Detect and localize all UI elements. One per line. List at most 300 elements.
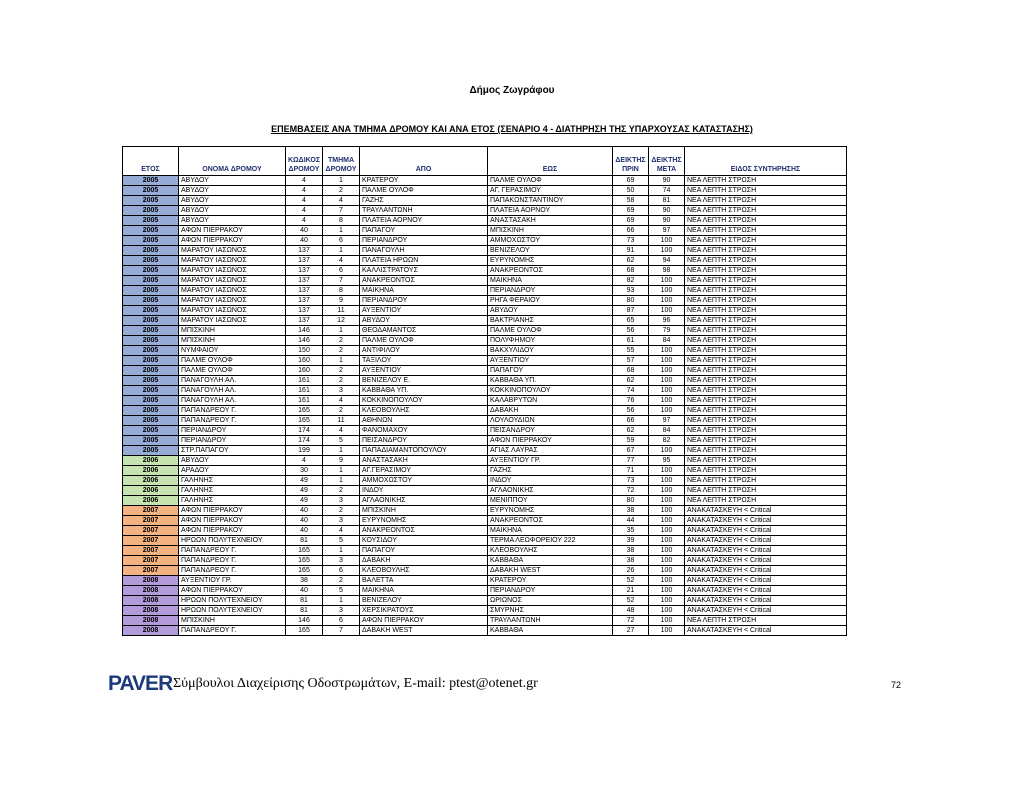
- street-name-cell: ΓΑΛΗΝΗΣ: [179, 496, 286, 506]
- table-row: [123, 386, 847, 396]
- from-cell: ΒΑΛΕΤΤΑ: [360, 576, 488, 586]
- table-row: [123, 406, 847, 416]
- street-section-cell: 1: [323, 466, 360, 476]
- street-section-cell: 6: [323, 266, 360, 276]
- street-name-cell: ΓΑΛΗΝΗΣ: [179, 486, 286, 496]
- street-section-cell: 3: [323, 556, 360, 566]
- index-after-cell: 100: [649, 286, 685, 296]
- index-before-cell: 56: [613, 406, 649, 416]
- year-cell: 2005: [123, 196, 179, 206]
- table-row: [123, 176, 847, 186]
- col-header-to: ΕΩΣ: [488, 147, 613, 176]
- index-before-cell: 73: [613, 236, 649, 246]
- street-section-cell: 4: [323, 426, 360, 436]
- street-name-cell: ΑΦΩΝ ΠΙΕΡΡΑΚΟΥ: [179, 506, 286, 516]
- from-cell: ΑΥΞΕΝΤΙΟΥ: [360, 306, 488, 316]
- street-name-cell: ΑΦΩΝ ΠΙΕΡΡΑΚΟΥ: [179, 586, 286, 596]
- street-name-cell: ΠΑΠΑΝΔΡΕΟΥ Γ.: [179, 556, 286, 566]
- index-before-cell: 74: [613, 386, 649, 396]
- to-cell: ΔΑΒΑΚΗ: [488, 406, 613, 416]
- index-before-cell: 77: [613, 456, 649, 466]
- table-row: [123, 286, 847, 296]
- street-section-cell: 2: [323, 576, 360, 586]
- to-cell: ΩΡΙΩΝΟΣ: [488, 596, 613, 606]
- maintenance-type-cell: ΝΕΑ ΛΕΠΤΗ ΣΤΡΩΣΗ: [685, 196, 847, 206]
- from-cell: ΠΕΙΣΑΝΔΡΟΥ: [360, 436, 488, 446]
- index-before-cell: 87: [613, 306, 649, 316]
- index-before-cell: 76: [613, 396, 649, 406]
- from-cell: ΚΛΕΟΒΟΥΛΗΣ: [360, 406, 488, 416]
- index-after-cell: 100: [649, 496, 685, 506]
- table-row: [123, 266, 847, 276]
- street-code-cell: 4: [286, 456, 323, 466]
- street-section-cell: 1: [323, 546, 360, 556]
- street-section-cell: 1: [323, 326, 360, 336]
- year-cell: 2005: [123, 216, 179, 226]
- year-cell: 2005: [123, 346, 179, 356]
- street-section-cell: 2: [323, 186, 360, 196]
- index-after-cell: 97: [649, 226, 685, 236]
- index-after-cell: 100: [649, 576, 685, 586]
- maintenance-type-cell: ΝΕΑ ΛΕΠΤΗ ΣΤΡΩΣΗ: [685, 476, 847, 486]
- to-cell: ΑΜΜΟΧΩΣΤΟΥ: [488, 236, 613, 246]
- table-row: [123, 456, 847, 466]
- index-after-cell: 90: [649, 176, 685, 186]
- to-cell: ΑΥΞΕΝΤΙΟΥ: [488, 356, 613, 366]
- street-name-cell: ΗΡΩΩΝ ΠΟΛΥΤΕΧΝΕΙΟΥ: [179, 596, 286, 606]
- street-code-cell: 150: [286, 346, 323, 356]
- street-code-cell: 81: [286, 536, 323, 546]
- table-row: [123, 226, 847, 236]
- street-section-cell: 1: [323, 246, 360, 256]
- from-cell: ΧΕΡΣΙΚΡΑΤΟΥΣ: [360, 606, 488, 616]
- index-after-cell: 100: [649, 306, 685, 316]
- from-cell: ΑΓΛΑΟΝΙΚΗΣ: [360, 496, 488, 506]
- street-name-cell: ΜΑΡΑΤΟΥ ΙΑΣΩΝΟΣ: [179, 266, 286, 276]
- index-after-cell: 100: [649, 556, 685, 566]
- maintenance-type-cell: ΝΕΑ ΛΕΠΤΗ ΣΤΡΩΣΗ: [685, 276, 847, 286]
- year-cell: 2005: [123, 206, 179, 216]
- from-cell: ΒΕΝΙΖΕΛΟΥ: [360, 596, 488, 606]
- street-name-cell: ΜΠΙΣΚΙΝΗ: [179, 326, 286, 336]
- from-cell: ΜΠΙΣΚΙΝΗ: [360, 506, 488, 516]
- index-after-cell: 100: [649, 396, 685, 406]
- index-after-cell: 81: [649, 196, 685, 206]
- index-before-cell: 62: [613, 426, 649, 436]
- street-name-cell: ΑΒΥΔΟΥ: [179, 206, 286, 216]
- street-section-cell: 6: [323, 236, 360, 246]
- index-after-cell: 100: [649, 566, 685, 576]
- table-row: [123, 556, 847, 566]
- index-before-cell: 50: [613, 186, 649, 196]
- street-section-cell: 7: [323, 626, 360, 636]
- street-section-cell: 5: [323, 586, 360, 596]
- index-after-cell: 100: [649, 296, 685, 306]
- col-header-street-code: ΚΩΔΙΚΟΣ ΔΡΟΜΟΥ: [286, 147, 323, 176]
- index-before-cell: 35: [613, 526, 649, 536]
- street-code-cell: 137: [286, 306, 323, 316]
- col-header-street-section: ΤΜΗΜΑ ΔΡΟΜΟΥ: [323, 147, 360, 176]
- index-before-cell: 38: [613, 506, 649, 516]
- from-cell: ΕΥΡΥΝΟΜΗΣ: [360, 516, 488, 526]
- index-after-cell: 82: [649, 436, 685, 446]
- index-after-cell: 100: [649, 356, 685, 366]
- maintenance-type-cell: ΑΝΑΚΑΤΑΣΚΕΥΗ < Critical: [685, 596, 847, 606]
- year-cell: 2005: [123, 406, 179, 416]
- street-code-cell: 30: [286, 466, 323, 476]
- maintenance-type-cell: ΝΕΑ ΛΕΠΤΗ ΣΤΡΩΣΗ: [685, 356, 847, 366]
- to-cell: ΠΑΠΑΓΟΥ: [488, 366, 613, 376]
- street-section-cell: 1: [323, 176, 360, 186]
- to-cell: ΑΥΞΕΝΤΙΟΥ ΓΡ.: [488, 456, 613, 466]
- maintenance-type-cell: ΝΕΑ ΛΕΠΤΗ ΣΤΡΩΣΗ: [685, 306, 847, 316]
- to-cell: ΠΑΛΜΕ ΟΥΛΟΦ: [488, 326, 613, 336]
- street-name-cell: ΠΑΛΜΕ ΟΥΛΟΦ: [179, 356, 286, 366]
- index-before-cell: 91: [613, 246, 649, 256]
- street-name-cell: ΑΒΥΔΟΥ: [179, 176, 286, 186]
- index-before-cell: 72: [613, 616, 649, 626]
- maintenance-type-cell: ΝΕΑ ΛΕΠΤΗ ΣΤΡΩΣΗ: [685, 366, 847, 376]
- table-row: [123, 346, 847, 356]
- table-row: [123, 616, 847, 626]
- index-after-cell: 100: [649, 536, 685, 546]
- street-name-cell: ΜΑΡΑΤΟΥ ΙΑΣΩΝΟΣ: [179, 246, 286, 256]
- street-code-cell: 174: [286, 436, 323, 446]
- from-cell: ΑΒΥΔΟΥ: [360, 316, 488, 326]
- year-cell: 2005: [123, 396, 179, 406]
- to-cell: ΒΑΚΤΡΙΑΝΗΣ: [488, 316, 613, 326]
- to-cell: ΚΑΒΒΑΘΑ: [488, 626, 613, 636]
- index-before-cell: 61: [613, 336, 649, 346]
- street-name-cell: ΜΑΡΑΤΟΥ ΙΑΣΩΝΟΣ: [179, 306, 286, 316]
- maintenance-type-cell: ΑΝΑΚΑΤΑΣΚΕΥΗ < Critical: [685, 546, 847, 556]
- street-section-cell: 4: [323, 396, 360, 406]
- paver-logo: PAVER: [108, 672, 173, 695]
- year-cell: 2005: [123, 316, 179, 326]
- street-code-cell: 81: [286, 596, 323, 606]
- street-name-cell: ΗΡΩΩΝ ΠΟΛΥΤΕΧΝΕΙΟΥ: [179, 536, 286, 546]
- to-cell: ΑΝΑΚΡΕΟΝΤΟΣ: [488, 266, 613, 276]
- index-before-cell: 57: [613, 356, 649, 366]
- street-section-cell: 1: [323, 356, 360, 366]
- from-cell: ΑΜΜΟΧΩΣΤΟΥ: [360, 476, 488, 486]
- street-section-cell: 11: [323, 416, 360, 426]
- street-code-cell: 165: [286, 546, 323, 556]
- index-before-cell: 69: [613, 176, 649, 186]
- maintenance-type-cell: ΝΕΑ ΛΕΠΤΗ ΣΤΡΩΣΗ: [685, 416, 847, 426]
- maintenance-type-cell: ΑΝΑΚΑΤΑΣΚΕΥΗ < Critical: [685, 536, 847, 546]
- street-name-cell: ΑΡΑΔΟΥ: [179, 466, 286, 476]
- maintenance-type-cell: ΑΝΑΚΑΤΑΣΚΕΥΗ < Critical: [685, 516, 847, 526]
- year-cell: 2008: [123, 576, 179, 586]
- to-cell: ΑΝΑΣΤΑΣΑΚΗ: [488, 216, 613, 226]
- maintenance-type-cell: ΝΕΑ ΛΕΠΤΗ ΣΤΡΩΣΗ: [685, 176, 847, 186]
- street-section-cell: 3: [323, 606, 360, 616]
- maintenance-type-cell: ΝΕΑ ΛΕΠΤΗ ΣΤΡΩΣΗ: [685, 446, 847, 456]
- maintenance-type-cell: ΝΕΑ ΛΕΠΤΗ ΣΤΡΩΣΗ: [685, 266, 847, 276]
- maintenance-type-cell: ΝΕΑ ΛΕΠΤΗ ΣΤΡΩΣΗ: [685, 616, 847, 626]
- street-code-cell: 165: [286, 626, 323, 636]
- table-row: [123, 576, 847, 586]
- page-number: 72: [891, 680, 902, 690]
- street-code-cell: 199: [286, 446, 323, 456]
- from-cell: ΚΛΕΟΒΟΥΛΗΣ: [360, 566, 488, 576]
- year-cell: 2005: [123, 256, 179, 266]
- index-before-cell: 65: [613, 316, 649, 326]
- street-code-cell: 146: [286, 326, 323, 336]
- to-cell: ΒΑΚΧΥΛΙΔΟΥ: [488, 346, 613, 356]
- from-cell: ΠΑΝΑΓΟΥΛΗ: [360, 246, 488, 256]
- street-section-cell: 7: [323, 206, 360, 216]
- street-section-cell: 4: [323, 196, 360, 206]
- maintenance-type-cell: ΝΕΑ ΛΕΠΤΗ ΣΤΡΩΣΗ: [685, 456, 847, 466]
- index-before-cell: 39: [613, 536, 649, 546]
- street-section-cell: 2: [323, 366, 360, 376]
- table-row: [123, 416, 847, 426]
- table-row: [123, 186, 847, 196]
- street-section-cell: 3: [323, 516, 360, 526]
- year-cell: 2005: [123, 376, 179, 386]
- year-cell: 2005: [123, 266, 179, 276]
- index-before-cell: 82: [613, 276, 649, 286]
- to-cell: ΛΟΥΛΟΥΔΙΩΝ: [488, 416, 613, 426]
- maintenance-type-cell: ΝΕΑ ΛΕΠΤΗ ΣΤΡΩΣΗ: [685, 376, 847, 386]
- from-cell: ΠΑΛΜΕ ΟΥΛΟΦ: [360, 336, 488, 346]
- index-before-cell: 44: [613, 516, 649, 526]
- street-code-cell: 160: [286, 356, 323, 366]
- year-cell: 2005: [123, 276, 179, 286]
- table-row: [123, 606, 847, 616]
- from-cell: ΚΟΥΣΙΔΟΥ: [360, 536, 488, 546]
- maintenance-type-cell: ΑΝΑΚΑΤΑΣΚΕΥΗ < Critical: [685, 576, 847, 586]
- index-before-cell: 62: [613, 376, 649, 386]
- from-cell: ΑΘΗΝΩΝ: [360, 416, 488, 426]
- to-cell: ΠΛΑΤΕΙΑ ΑΟΡΝΟΥ: [488, 206, 613, 216]
- index-before-cell: 80: [613, 296, 649, 306]
- street-name-cell: ΗΡΩΩΝ ΠΟΛΥΤΕΧΝΕΙΟΥ: [179, 606, 286, 616]
- index-before-cell: 66: [613, 226, 649, 236]
- table-row: [123, 366, 847, 376]
- street-code-cell: 49: [286, 496, 323, 506]
- street-section-cell: 4: [323, 256, 360, 266]
- table-row: [123, 396, 847, 406]
- table-row: [123, 276, 847, 286]
- index-before-cell: 71: [613, 466, 649, 476]
- footer-contact-text: Σύμβουλοι Διαχείρισης Οδοστρωμάτων, E-mail: ptest@otenet.gr: [173, 676, 538, 691]
- interventions-table: [122, 146, 847, 636]
- street-name-cell: ΑΒΥΔΟΥ: [179, 196, 286, 206]
- to-cell: ΜΑΙΚΗΝΑ: [488, 526, 613, 536]
- index-after-cell: 100: [649, 586, 685, 596]
- index-after-cell: 94: [649, 256, 685, 266]
- street-code-cell: 165: [286, 406, 323, 416]
- maintenance-type-cell: ΝΕΑ ΛΕΠΤΗ ΣΤΡΩΣΗ: [685, 486, 847, 496]
- table-row: [123, 586, 847, 596]
- table-row: [123, 516, 847, 526]
- year-cell: 2006: [123, 456, 179, 466]
- from-cell: ΑΝΑΣΤΑΣΑΚΗ: [360, 456, 488, 466]
- index-before-cell: 80: [613, 496, 649, 506]
- index-after-cell: 100: [649, 386, 685, 396]
- street-name-cell: ΓΑΛΗΝΗΣ: [179, 476, 286, 486]
- year-cell: 2007: [123, 506, 179, 516]
- from-cell: ΚΑΛΛΙΣΤΡΑΤΟΥΣ: [360, 266, 488, 276]
- table-row: [123, 206, 847, 216]
- year-cell: 2005: [123, 446, 179, 456]
- to-cell: ΜΠΙΣΚΙΝΗ: [488, 226, 613, 236]
- maintenance-type-cell: ΝΕΑ ΛΕΠΤΗ ΣΤΡΩΣΗ: [685, 336, 847, 346]
- to-cell: ΚΑΒΒΑΘΑ ΥΠ.: [488, 376, 613, 386]
- to-cell: ΠΑΛΜΕ ΟΥΛΟΦ: [488, 176, 613, 186]
- index-before-cell: 69: [613, 216, 649, 226]
- index-before-cell: 27: [613, 626, 649, 636]
- street-code-cell: 4: [286, 186, 323, 196]
- maintenance-type-cell: ΝΕΑ ΛΕΠΤΗ ΣΤΡΩΣΗ: [685, 496, 847, 506]
- table-row: [123, 296, 847, 306]
- from-cell: ΔΑΒΑΚΗ: [360, 556, 488, 566]
- maintenance-type-cell: ΝΕΑ ΛΕΠΤΗ ΣΤΡΩΣΗ: [685, 236, 847, 246]
- from-cell: ΑΓ.ΓΕΡΑΣΙΜΟΥ: [360, 466, 488, 476]
- index-before-cell: 66: [613, 416, 649, 426]
- to-cell: ΑΓΛΑΟΝΙΚΗΣ: [488, 486, 613, 496]
- from-cell: ΠΑΠΑΓΟΥ: [360, 546, 488, 556]
- from-cell: ΑΝΤΙΦΙΛΟΥ: [360, 346, 488, 356]
- col-header-index-after: ΔΕΙΚΤΗΣ ΜΕΤΑ: [649, 147, 685, 176]
- from-cell: ΔΑΒΑΚΗ WEST: [360, 626, 488, 636]
- maintenance-type-cell: ΑΝΑΚΑΤΑΣΚΕΥΗ < Critical: [685, 606, 847, 616]
- maintenance-type-cell: ΑΝΑΚΑΤΑΣΚΕΥΗ < Critical: [685, 626, 847, 636]
- from-cell: ΤΑΞΙΛΟΥ: [360, 356, 488, 366]
- index-before-cell: 52: [613, 596, 649, 606]
- index-after-cell: 100: [649, 276, 685, 286]
- maintenance-type-cell: ΝΕΑ ΛΕΠΤΗ ΣΤΡΩΣΗ: [685, 206, 847, 216]
- maintenance-type-cell: ΑΝΑΚΑΤΑΣΚΕΥΗ < Critical: [685, 586, 847, 596]
- to-cell: ΕΥΡΥΝΟΜΗΣ: [488, 506, 613, 516]
- index-after-cell: 100: [649, 406, 685, 416]
- index-before-cell: 69: [613, 206, 649, 216]
- index-after-cell: 84: [649, 426, 685, 436]
- street-code-cell: 4: [286, 216, 323, 226]
- from-cell: ΓΑΖΗΣ: [360, 196, 488, 206]
- table-row: [123, 496, 847, 506]
- street-name-cell: ΑΦΩΝ ΠΙΕΡΡΑΚΟΥ: [179, 526, 286, 536]
- table-row: [123, 476, 847, 486]
- year-cell: 2007: [123, 546, 179, 556]
- street-name-cell: ΠΑΝΑΓΟΥΛΗ ΑΛ.: [179, 376, 286, 386]
- year-cell: 2005: [123, 366, 179, 376]
- street-code-cell: 40: [286, 226, 323, 236]
- from-cell: ΠΑΛΜΕ ΟΥΛΟΦ: [360, 186, 488, 196]
- street-code-cell: 146: [286, 336, 323, 346]
- street-code-cell: 161: [286, 386, 323, 396]
- to-cell: ΠΕΡΙΑΝΔΡΟΥ: [488, 586, 613, 596]
- maintenance-type-cell: ΑΝΑΚΑΤΑΣΚΕΥΗ < Critical: [685, 566, 847, 576]
- to-cell: ΜΕΝΙΠΠΟΥ: [488, 496, 613, 506]
- street-code-cell: 4: [286, 206, 323, 216]
- table-header-row: [123, 147, 847, 176]
- street-code-cell: 49: [286, 476, 323, 486]
- street-name-cell: ΠΑΠΑΝΔΡΕΟΥ Γ.: [179, 416, 286, 426]
- year-cell: 2005: [123, 386, 179, 396]
- street-code-cell: 165: [286, 416, 323, 426]
- street-section-cell: 2: [323, 406, 360, 416]
- to-cell: ΓΑΖΗΣ: [488, 466, 613, 476]
- index-after-cell: 100: [649, 486, 685, 496]
- street-section-cell: 6: [323, 616, 360, 626]
- street-code-cell: 165: [286, 566, 323, 576]
- to-cell: ΑΓ. ΓΕΡΑΣΙΜΟΥ: [488, 186, 613, 196]
- street-name-cell: ΝΥΜΦΑΙΟΥ: [179, 346, 286, 356]
- table-row: [123, 316, 847, 326]
- year-cell: 2006: [123, 476, 179, 486]
- year-cell: 2005: [123, 326, 179, 336]
- year-cell: 2005: [123, 296, 179, 306]
- street-section-cell: 2: [323, 486, 360, 496]
- table-row: [123, 596, 847, 606]
- street-name-cell: ΠΑΠΑΝΔΡΕΟΥ Γ.: [179, 626, 286, 636]
- street-section-cell: 5: [323, 436, 360, 446]
- from-cell: ΠΕΡΙΑΝΔΡΟΥ: [360, 236, 488, 246]
- street-code-cell: 40: [286, 506, 323, 516]
- street-name-cell: ΠΑΝΑΓΟΥΛΗ ΑΛ.: [179, 396, 286, 406]
- street-code-cell: 40: [286, 526, 323, 536]
- year-cell: 2005: [123, 426, 179, 436]
- maintenance-type-cell: ΑΝΑΚΑΤΑΣΚΕΥΗ < Critical: [685, 526, 847, 536]
- street-name-cell: ΠΕΡΙΑΝΔΡΟΥ: [179, 436, 286, 446]
- street-code-cell: 160: [286, 366, 323, 376]
- table-row: [123, 356, 847, 366]
- maintenance-type-cell: ΝΕΑ ΛΕΠΤΗ ΣΤΡΩΣΗ: [685, 246, 847, 256]
- street-name-cell: ΜΠΙΣΚΙΝΗ: [179, 616, 286, 626]
- to-cell: ΚΑΛΑΒΡΥΤΩΝ: [488, 396, 613, 406]
- table-row: [123, 246, 847, 256]
- street-code-cell: 137: [286, 256, 323, 266]
- street-code-cell: 137: [286, 316, 323, 326]
- street-name-cell: ΜΑΡΑΤΟΥ ΙΑΣΩΝΟΣ: [179, 316, 286, 326]
- street-section-cell: 2: [323, 376, 360, 386]
- to-cell: ΤΡΑΥΛΑΝΤΩΝΗ: [488, 616, 613, 626]
- index-after-cell: 100: [649, 246, 685, 256]
- table-row: [123, 216, 847, 226]
- street-section-cell: 7: [323, 276, 360, 286]
- maintenance-type-cell: ΝΕΑ ΛΕΠΤΗ ΣΤΡΩΣΗ: [685, 216, 847, 226]
- index-after-cell: 100: [649, 476, 685, 486]
- street-section-cell: 9: [323, 296, 360, 306]
- street-section-cell: 2: [323, 346, 360, 356]
- street-name-cell: ΑΦΩΝ ΠΙΕΡΡΑΚΟΥ: [179, 226, 286, 236]
- street-section-cell: 9: [323, 456, 360, 466]
- index-before-cell: 59: [613, 436, 649, 446]
- maintenance-type-cell: ΝΕΑ ΛΕΠΤΗ ΣΤΡΩΣΗ: [685, 326, 847, 336]
- street-name-cell: ΠΕΡΙΑΝΔΡΟΥ: [179, 426, 286, 436]
- street-code-cell: 49: [286, 486, 323, 496]
- table-row: [123, 336, 847, 346]
- index-before-cell: 21: [613, 586, 649, 596]
- maintenance-type-cell: ΑΝΑΚΑΤΑΣΚΕΥΗ < Critical: [685, 556, 847, 566]
- table-row: [123, 526, 847, 536]
- street-name-cell: ΠΑΠΑΝΔΡΕΟΥ Γ.: [179, 566, 286, 576]
- street-name-cell: ΜΠΙΣΚΙΝΗ: [179, 336, 286, 346]
- index-after-cell: 79: [649, 326, 685, 336]
- street-section-cell: 1: [323, 596, 360, 606]
- index-after-cell: 90: [649, 206, 685, 216]
- from-cell: ΠΛΑΤΕΙΑ ΑΟΡΝΟΥ: [360, 216, 488, 226]
- table-row: [123, 546, 847, 556]
- street-section-cell: 2: [323, 336, 360, 346]
- col-header-maintenance-type: ΕΙΔΟΣ ΣΥΝΤΗΡΗΣΗΣ: [685, 147, 847, 176]
- street-section-cell: 3: [323, 496, 360, 506]
- table-row: [123, 486, 847, 496]
